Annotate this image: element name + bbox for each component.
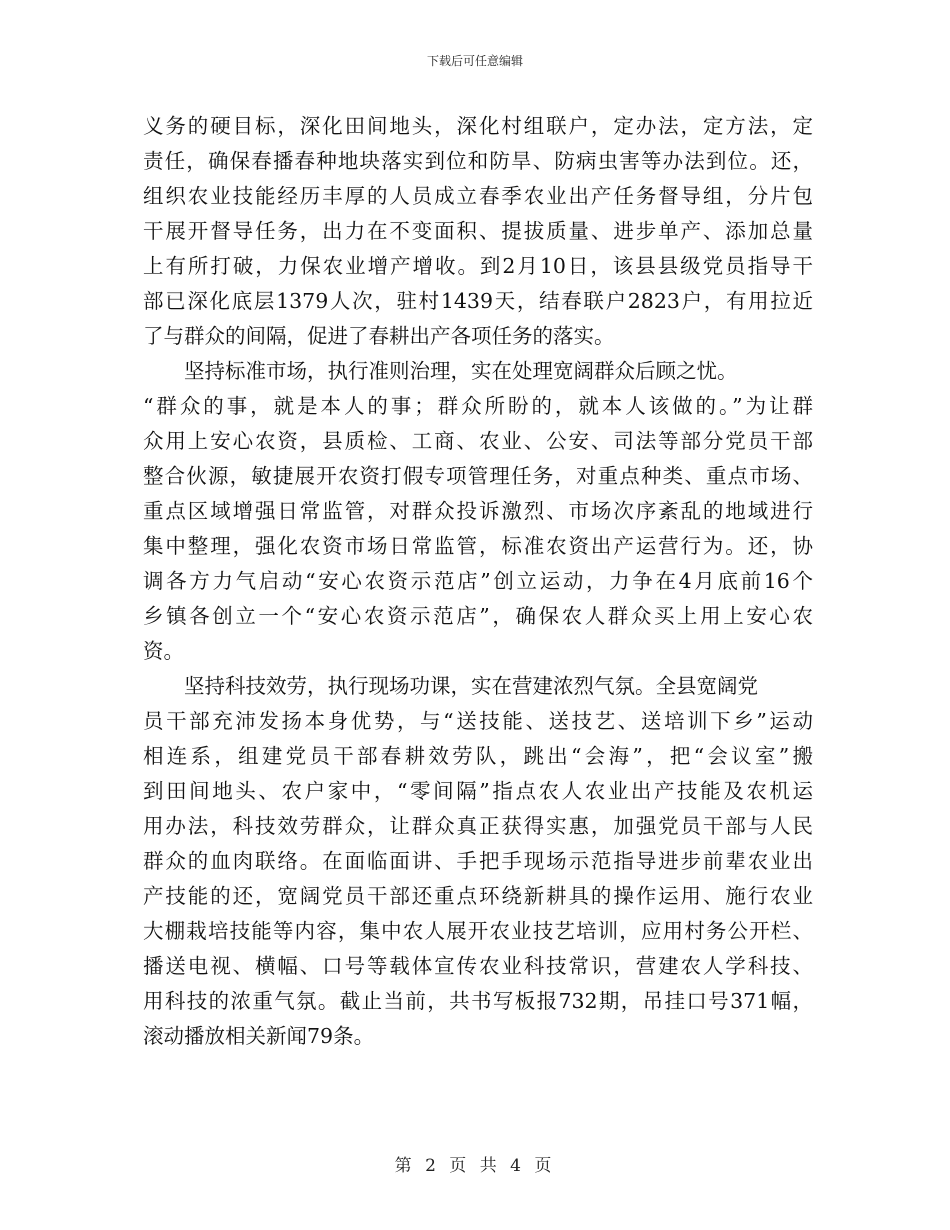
text-line: 调各方力气启动“安心农资示范店”创立运动，力争在4月底前16个 [143, 569, 813, 593]
text-line: 相连系，组建党员干部春耕效劳队，跳出“会海”，把“会议室”搬 [143, 744, 813, 768]
text-line: 大棚栽培技能等内容，集中农人展开农业技艺培训，应用村务公开栏、 [143, 919, 813, 943]
page-header: 下载后可任意编辑 [426, 54, 523, 68]
text-line: 上有所打破，力保农业增产增收。到2月10日，该县县级党员指导干 [143, 254, 813, 278]
text-line: 集中整理，强化农资市场日常监管，标准农资出产运营行为。还，协 [143, 534, 813, 558]
paragraph-1 [143, 109, 813, 354]
text-line: 重点区域增强日常监管，对群众投诉激烈、市场次序紊乱的地域进行 [143, 499, 813, 523]
text-line: 坚持科技效劳，执行现场功课，实在营建浓烈气氛。全县宽阔党 [143, 674, 758, 698]
text-line: 滚动播放相关新闻79条。 [143, 1024, 375, 1048]
page-number: 第 2 页 共 4 页 [394, 1156, 556, 1176]
document-body [143, 109, 813, 1054]
text-line: 播送电视、横幅、口号等载体宣传农业科技常识，营建农人学科技、 [143, 954, 813, 978]
text-line: 干展开督导任务，出力在不变面积、提拔质量、进步单产、添加总量 [143, 219, 813, 243]
text-line: 了与群众的间隔，促进了春耕出产各项任务的落实。 [143, 324, 615, 348]
text-line: 整合伙源，敏捷展开农资打假专项管理任务，对重点种类、重点市场、 [143, 464, 813, 488]
text-line: 组织农业技能经历丰厚的人员成立春季农业出产任务督导组，分片包 [143, 184, 813, 208]
text-line: 到田间地头、农户家中，“零间隔”指点农人农业出产技能及农机运 [143, 779, 813, 803]
text-line: 用办法，科技效劳群众，让群众真正获得实惠，加强党员干部与人民 [143, 814, 813, 838]
text-line: 资。 [143, 639, 184, 663]
paragraph-3 [143, 669, 813, 1054]
text-line: 部已深化底层1379人次，驻村1439天，结春联户2823户，有用拉近 [143, 289, 813, 313]
text-line: 乡镇各创立一个“安心农资示范店”，确保农人群众买上用上安心农 [143, 604, 813, 628]
text-line: 义务的硬目标，深化田间地头，深化村组联户，定办法，定方法，定 [143, 114, 813, 138]
text-line: 员干部充沛发扬本身优势，与“送技能、送技艺、送培训下乡”运动 [143, 709, 813, 733]
text-line: 众用上安心农资，县质检、工商、农业、公安、司法等部分党员干部 [143, 429, 813, 453]
text-line: “群众的事，就是本人的事；群众所盼的，就本人该做的。”为让群 [143, 394, 813, 418]
text-line: 产技能的还，宽阔党员干部还重点环绕新耕具的操作运用、施行农业 [143, 884, 813, 908]
text-line: 用科技的浓重气氛。截止当前，共书写板报732期，吊挂口号371幅， [143, 989, 813, 1013]
text-line: 坚持标准市场，执行准则治理，实在处理宽阔群众后顾之忧。 [143, 359, 738, 383]
paragraph-2 [143, 354, 813, 669]
text-line: 责任，确保春播春种地块落实到位和防旱、防病虫害等办法到位。还， [143, 149, 813, 173]
text-line: 群众的血肉联络。在面临面讲、手把手现场示范指导进步前辈农业出 [143, 849, 813, 873]
